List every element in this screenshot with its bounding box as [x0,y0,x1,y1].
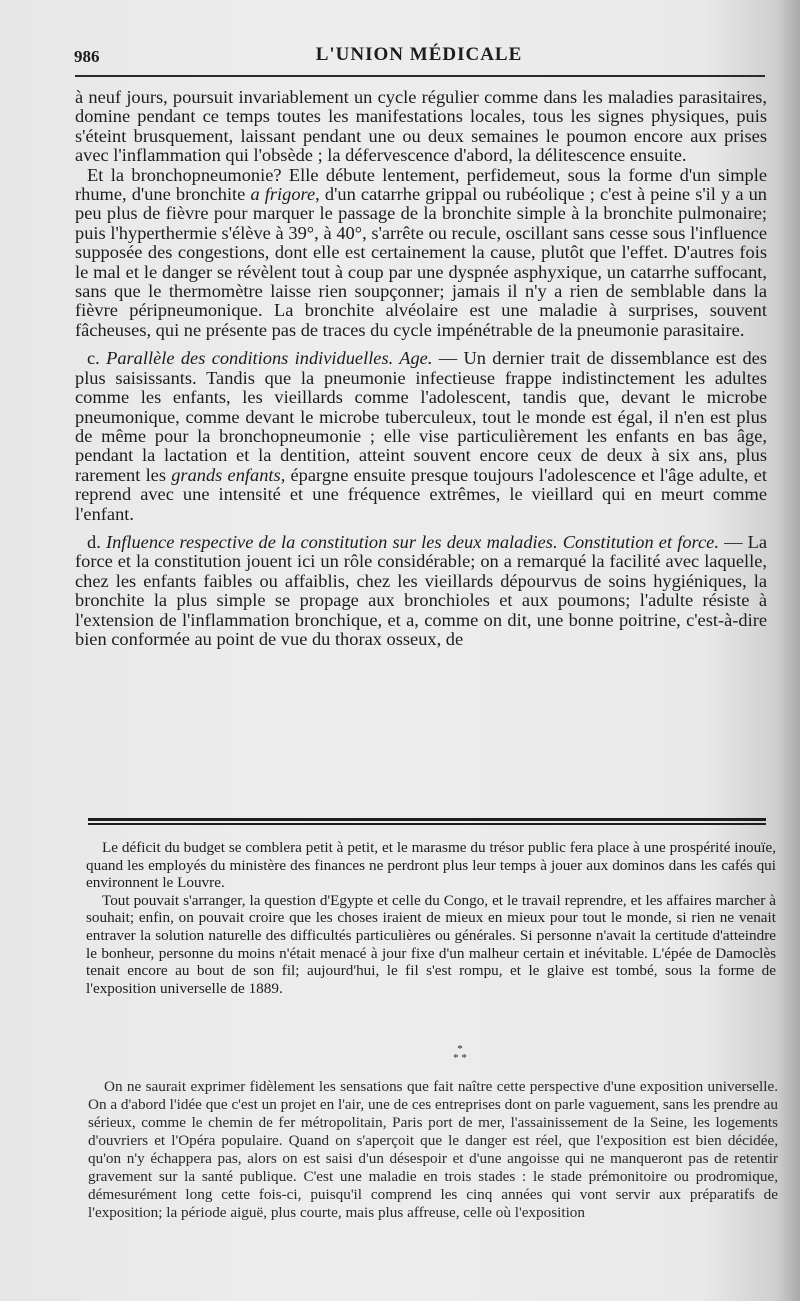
section-heading: Parallèle des conditions individuelles. Age. [106,348,433,369]
running-header [74,40,764,72]
feuilleton-paragraph: On ne saurait exprimer fidèlement les sensations que fait naître cette perspective d'une exposition universelle. On a d'abord l'idée que c'est un projet en l'air, une de ces entreprises dont on parle vaguement, sans les prendre au sérieux, comme le chemin de fer métropolitain, Paris port de mer, l'assainissement de la Seine, les logements d'ouvriers et l'Opéra populaire. Quand on s'aperçoit que le danger est réel, que l'exposition est bien décidée, qu'on n'y échappera pas, alors on est saisi d'un désespoir et d'une angoisse qui ne manqueront pas de retentir gravement sur la santé publique. C'est une maladie en trois stades : le stade prémonitoire ou prodromique, démesurément long cette fois-ci, puisqu'il comprend les cinq années qui vont servir aux préparatifs de l'exposition; la période aiguë, plus courte, mais plus affreuse, celle où l'exposition [88,1078,778,1221]
running-title: L'UNION MÉDICALE [315,44,523,65]
section-label: d. [87,531,106,552]
section-label: c. [87,348,107,369]
feuilleton-continued [88,1078,778,1222]
section-heading: Influence respective de la constitution sur les deux maladies. Constitution et force. [105,531,719,552]
asterism [440,1045,480,1063]
paragraph-text: à neuf jours, poursuit invariablement un cycle régulier comme dans les maladies parasitaires, domine pendant ce temps toutes les manifestations locales, tous les signes physiques, puis s'éteint brusquement, laissant pendant une ou deux semaines le poumon encore aux prises avec l'inflammation qui l'obsède ; la défervescence d'abord, la délitescence ensuite. [75,87,767,166]
paragraph-text: , d'un catarrhe grippal ou rubéolique ; c'est à peine s'il y a un peu plus de fièvre pour marquer le passage de la bronchite simple à la bronchite pulmonaire; puis l'hyperthermie s'élève à 39°, à 40°, s'arrête ou recule, oscillant sans cesse sous l'influence supposée des congestions, dont elle est certainement la cause, plutôt que l'effet. D'autres fois le mal et le danger se révèlent tout à coup par une dyspnée asphyxique, un catarrhe suffocant, sans que le thermomètre laisse rien soupçonner; jamais il n'y a rien de semblable dans la fièvre péripneumonique. La bronchite alvéolaire est une maladie à surprises, souvent fâcheuses, qui ne présente pas de traces du cycle impénétrable de la pneumonie parasitaire. [75,184,767,340]
asterism-bottom: * * [453,1052,467,1064]
paragraph-text: — La force et la constitution jouent ici un rôle considérable; on a remarqué la facilité avec laquelle, chez les enfants faibles ou affaiblis, chez les vieillards dépourvus de soins hygiéniques, la bronchite la plus simple se propage aux bronchioles et aux poumons; l'adulte résiste à l'extension de l'inflammation bronchique, et a, comme on dit, une bonne poitrine, c'est-à-dire bien conformée au point de vue du thorax osseux, de [75,531,768,649]
paragraph-text: — Un dernier trait de dissemblance est des plus saisissants. Tandis que la pneumonie infectieuse frappe indistinctement les adultes comme les enfants, les vieillards comme l'adolescent, tandis que, devant le microbe pneumonique, comme devant le microbe tuberculeux, tout le monde est égal, il n'en est plus de même pour la bronchopneumonie ; elle vise particulièrement les enfants en bas âge, pendant la lactation et la dentition, atteint souvent encore ceux de deux à six ans, plus rarement les [75,348,767,485]
section-paragraph [75,349,767,524]
italic-term: grands enfants [171,464,281,485]
paragraph [75,166,767,341]
feuilleton-paragraph: Tout pouvait s'arranger, la question d'Egypte et celle du Congo, et le travail reprendre, et les affaires marcher à souhait; enfin, on pouvait croire que les choses iraient de mieux en mieux pour tout le monde, si rien ne venait entraver la solution naturelle des difficultés particulières ou générales. Si personne n'avait la certitude d'atteindre le bonheur, personne du moins n'était menacé à jour fixe d'un malheur certain et inévitable. L'épée de Damoclès tenait encore au bout de son fil; aujourd'hui, le fil s'est rompu, et le glaive est tombé, sous la forme de l'exposition universelle de 1889. [86,891,776,997]
paragraph-text: Et la bronchopneumonie? Elle débute lentement, perfidemeut, sous la forme d'un simple rhume, d'une bronchite [75,164,767,205]
article-body [75,88,767,649]
paragraph-text: , épargne ensuite presque toujours l'adolescence et l'âge adulte, et reprend avec une intensité et une fréquence extrêmes, le vieillard qui en meurt comme l'enfant. [75,464,767,524]
paragraph [75,88,767,166]
page-number: 986 [74,47,100,66]
feuilleton-separator [88,818,766,825]
feuilleton-paragraph: Le déficit du budget se comblera petit à petit, et le marasme du trésor public fera place à une prospérité inouïe, quand les employés du ministère des finances ne perdront plus leur temps à jouer aux dominos dans les cafés qui environnent le Louvre. [86,839,776,892]
feuilleton [86,839,776,997]
section-paragraph [75,533,767,649]
asterism-top: * [457,1043,463,1055]
latin-term: a frigore [250,184,316,205]
header-rule [75,75,765,77]
